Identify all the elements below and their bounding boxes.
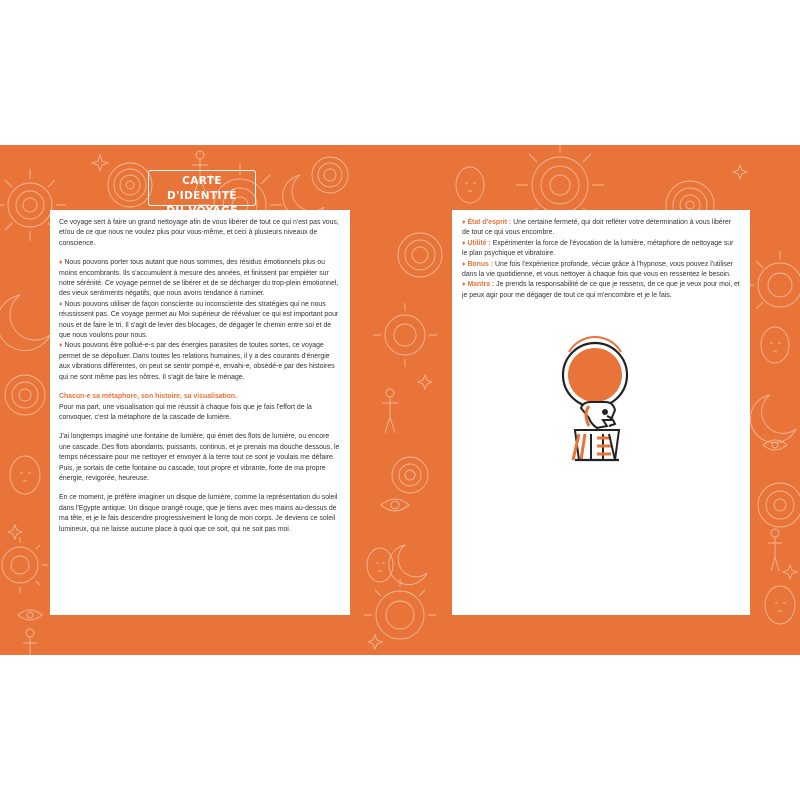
bonus-text: Une fois l'expérience profonde, vécue grâce à l'hypnose, vous pouvez l'utiliser dans la vie quotidienne, et vous nettoyer à chaque fois que vous en ressentez le besoin.	[462, 260, 734, 279]
sparkle-icon	[8, 525, 22, 539]
mantra-label: Mantra :	[467, 281, 495, 289]
sun-icon	[373, 303, 437, 367]
etat-label: État d'esprit :	[467, 219, 512, 226]
diamond-bullet-icon: ♦	[59, 300, 63, 308]
utilite-text: Expérimenter la force de l'évocation de la lumière, métaphore de nettoyage sur le plan psychique et vibratoire.	[462, 239, 734, 258]
fountain-paragraph: J'ai longtemps imaginé une fontaine de lumière, qui émet des flots de lumière, ou encore une cascade. Des flots abondants, puissants, continus, et je prenais ma douche dessous, le temps nécessaire pour me nettoyer et envoyer à la terre tout ce sont je voulais me défaire. Puis, je sortais de cette fontaine ou cascade, tout propre et vibrante, forte de ma propre énergie, revigorée, heureuse.	[59, 433, 340, 482]
ra-sun-disc-falcon-icon	[545, 330, 645, 480]
face-icon	[456, 167, 484, 203]
sparkle-icon	[733, 165, 747, 179]
diamond-bullet-icon: ♦	[59, 259, 63, 267]
diamond-bullet-icon: ♦	[59, 342, 63, 350]
figure-icon	[382, 389, 398, 433]
utilite-label: Utilité :	[467, 239, 491, 247]
title-line-1: CARTE D'IDENTITÉ	[167, 175, 237, 202]
sparkle-icon	[368, 635, 382, 649]
figure-icon	[768, 529, 782, 571]
sun-icon	[746, 251, 800, 309]
etat-text: Une certaine fermeté, qui doit refléter votre détermination à vous libérer de tout ce qui vous encombre.	[462, 219, 732, 237]
bullet-paragraph-3: ♦ Nous pouvons être pollué-e-s par des énergies parasites de toutes sortes, ce voyage permet de se dépolluer. Dans toutes les relations humaines, il y a des courants d'énergie aux vibrations différentes, on peut se sentir pompé-e, envahi-e, obsédé-e par des histoires qui ne sont même pas les nôtres. Il s'agit de faire le ménage.	[59, 342, 335, 381]
moon-icon	[389, 545, 427, 585]
utilite-item	[462, 239, 740, 260]
sparkle-icon	[418, 375, 432, 389]
bonus-label: Bonus :	[467, 260, 494, 268]
mantra-text: Je prends la responsabilité de ce que je ressens, de ce que je veux pour moi, et je peux agir pour me dégager de tout ce qui m'encombre et je le fais.	[462, 281, 740, 299]
diamond-bullet-icon: ♦	[462, 281, 466, 289]
moon-icon	[750, 395, 796, 443]
page-title	[148, 170, 256, 206]
diamond-bullet-icon: ♦	[462, 260, 466, 268]
moon-icon	[0, 295, 50, 351]
bullet-paragraph-1: ♦ Nous pouvons porter tous autant que nous sommes, des résidus émotionnels plus ou moins encombrants. Ils s'accumulent à mesure des années, et finissent par empiéter sur notre sérénité. Ce voyage permet de se libérer et de se décharger du trop-plein émotionnel, des vieux sentiments négatifs, que nous avons tendance à ruminer.	[59, 259, 339, 298]
diamond-bullet-icon: ♦	[462, 219, 466, 226]
etat-item	[462, 218, 740, 239]
rings-icon	[312, 157, 348, 193]
rings-icon	[758, 483, 800, 527]
sparkle-icon	[783, 565, 797, 579]
bonus-item	[462, 260, 740, 281]
metaphor-section	[59, 392, 341, 423]
figure-icon	[23, 629, 37, 655]
left-page	[50, 210, 350, 615]
face-icon	[761, 327, 789, 363]
rings-icon	[392, 457, 428, 493]
sparkle-icon	[92, 155, 108, 171]
eye-icon	[381, 499, 409, 511]
rings-icon	[108, 163, 152, 207]
rings-icon	[5, 375, 45, 415]
intro-paragraph: Ce voyage sert à faire un grand nettoyage afin de vous libérer de tout ce qui n'est pas vous, et/ou de ce que nous ne voulez plus pour vous-même, et ceci à plusieurs niveaux de conscience.	[59, 219, 339, 247]
face-icon	[10, 456, 40, 494]
eye-icon	[18, 610, 42, 620]
sun-disc-paragraph: En ce moment, je préfère imaginer un disque de lumière, comme la représentation du soleil dans l'Egypte antique. Un disque orangé rouge, que je tiens avec mes mains au-dessus de ma tête, et je le fais descendre progressivement le long de mon corps. Je deviens ce soleil lumineux, qui ne laisse aucune place à quoi que ce soit, qui ne soit pas moi.	[59, 494, 338, 533]
sun-icon	[2, 537, 48, 593]
sun-icon	[364, 579, 436, 639]
mantra-item	[462, 280, 740, 301]
rings-icon	[398, 233, 442, 277]
diamond-bullet-icon: ♦	[462, 239, 466, 247]
face-icon	[765, 586, 795, 624]
bullet-paragraph-2: ♦ Nous pouvons utiliser de façon consciente ou inconsciente des stratégies qui ne nous réussissent pas. Ce voyage permet au Moi supérieur de réévaluer ce qui est important pour nous et de faire le tri. Il s'agit de lever des blocages, de dégager le chemin entre soi et de que nous voulons pour nous.	[59, 300, 339, 340]
metaphor-text: Pour ma part, une visualisation qui me réussit à chaque fois que je fais l'effort de la convoquer, c'est la métaphore de la cascade de lumière.	[59, 403, 312, 421]
metaphor-heading: Chacun-e sa métaphore, son histoire, sa visualisation.	[59, 393, 238, 401]
